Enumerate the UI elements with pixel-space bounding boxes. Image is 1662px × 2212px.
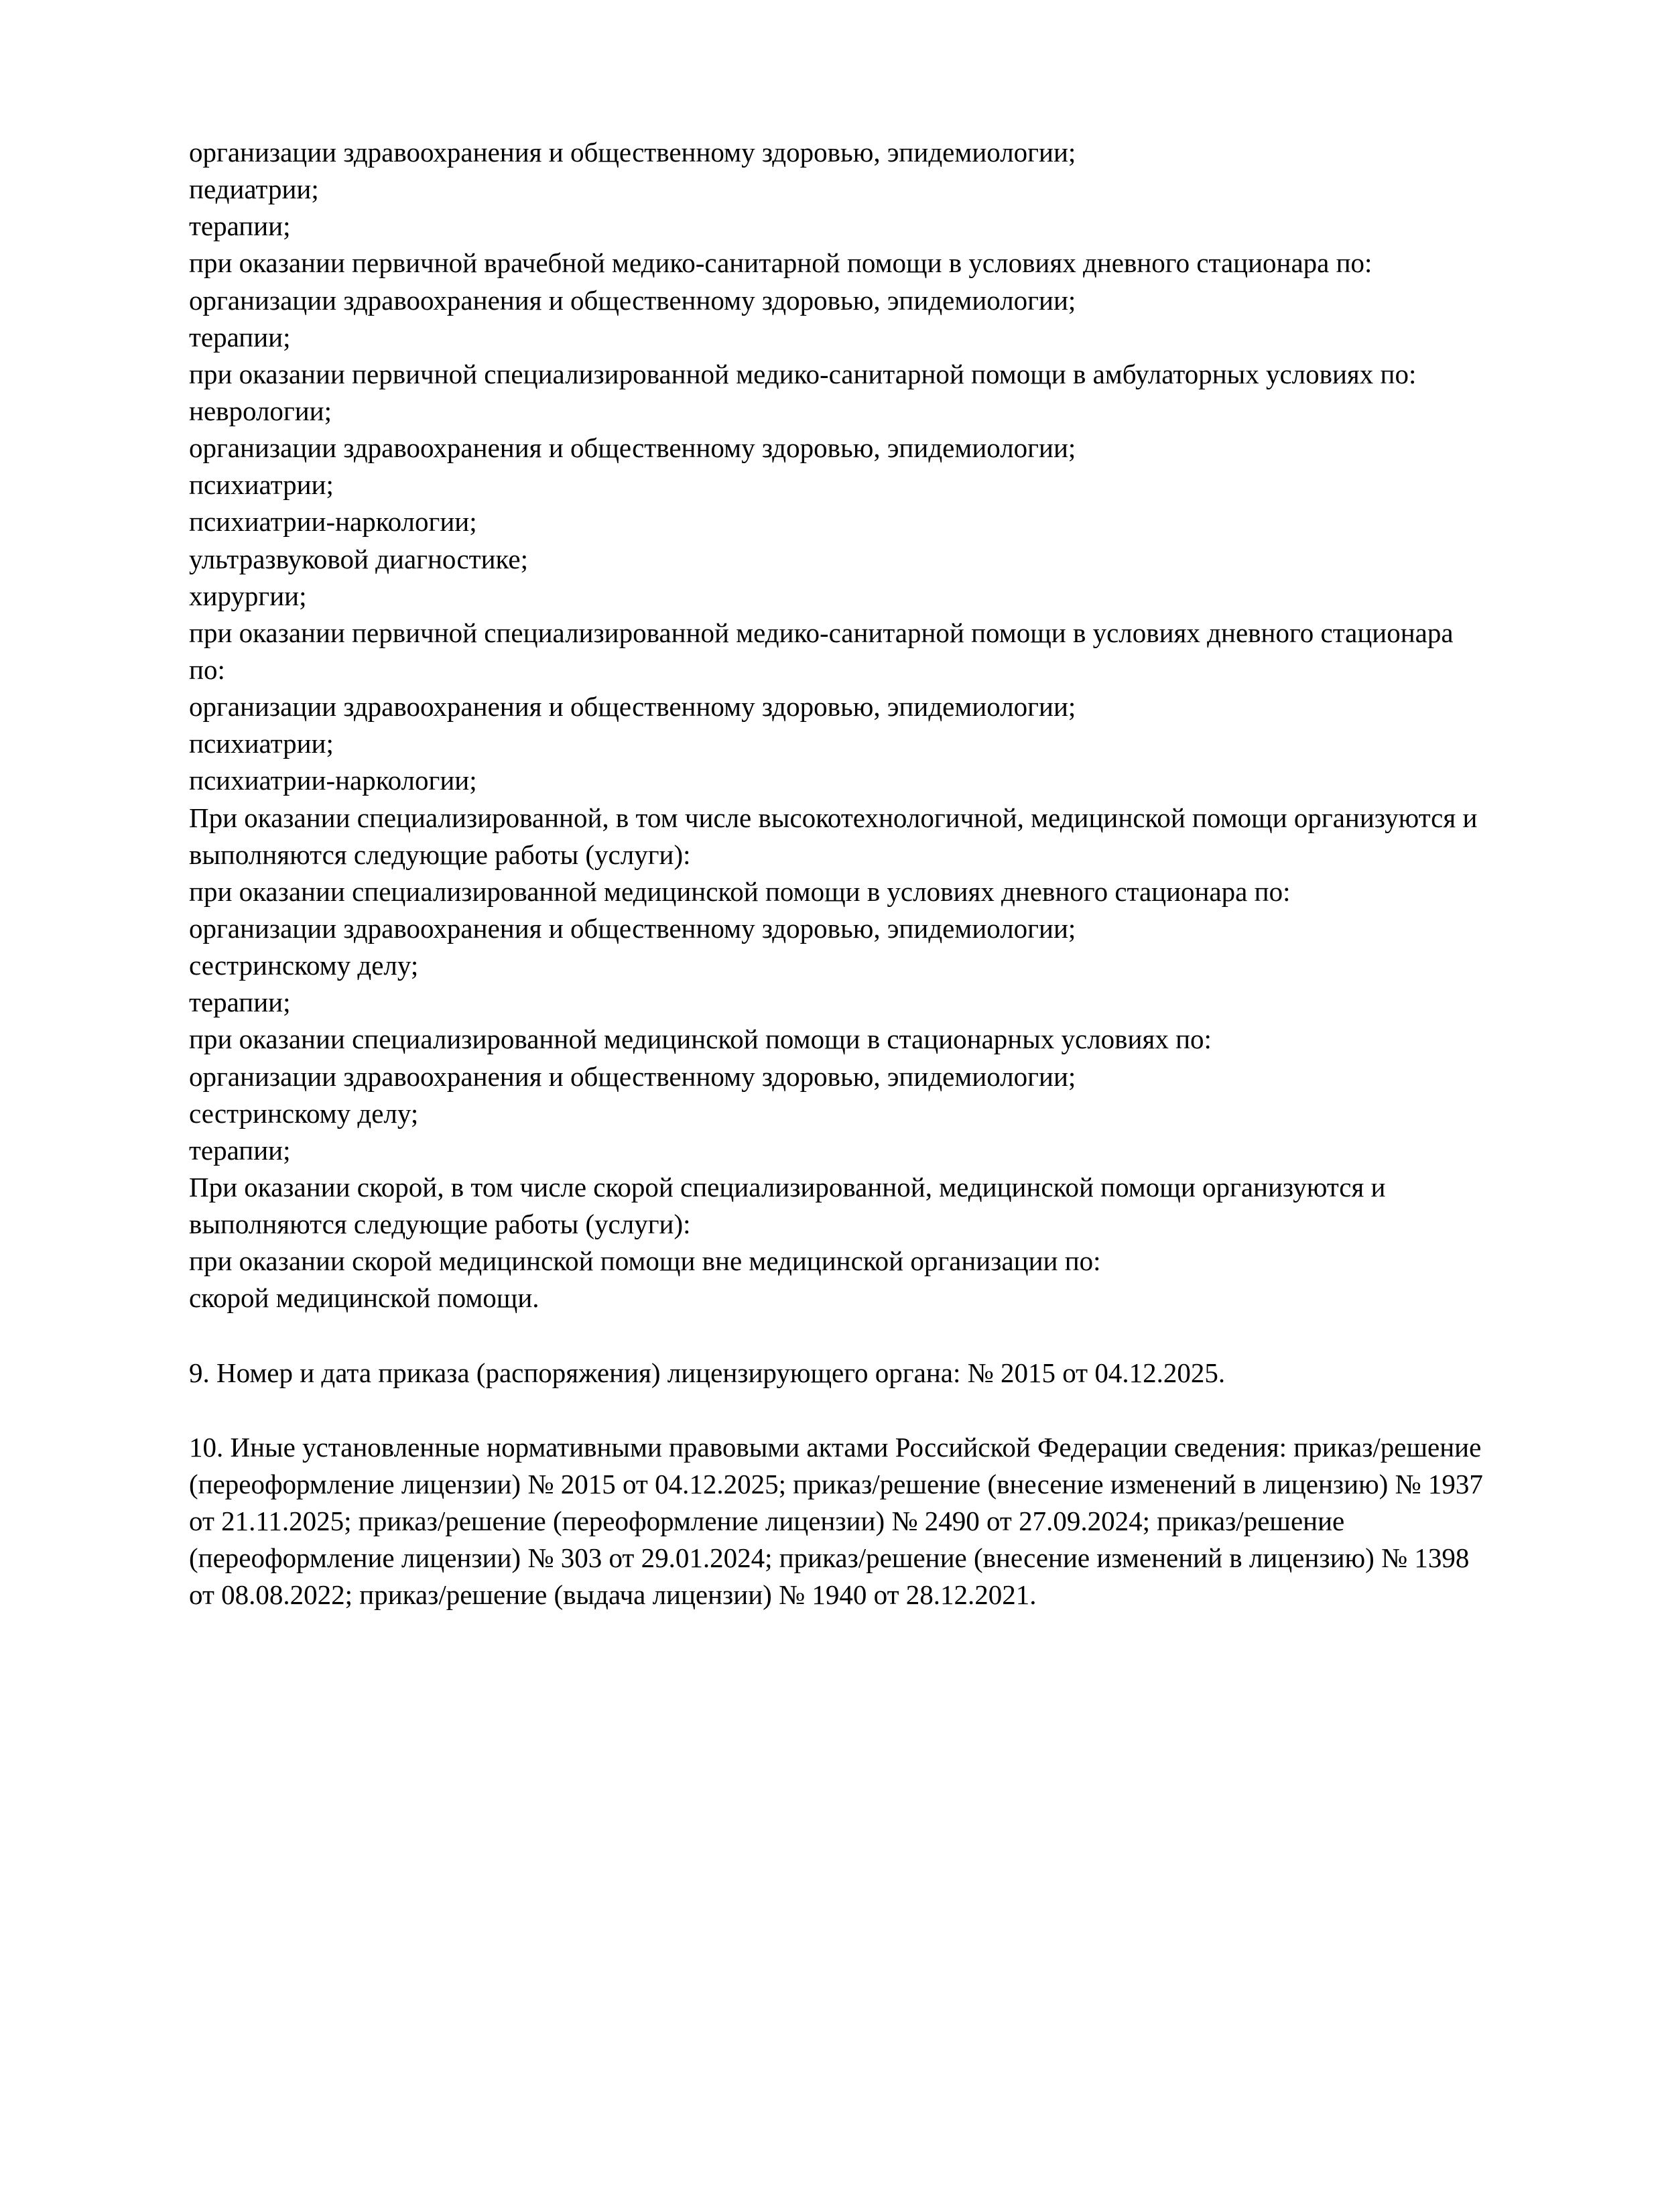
service-line: хирургии;	[189, 580, 307, 611]
service-line: сестринскому делу;	[189, 1097, 419, 1129]
service-line: при оказании первичной специализированной медико-санитарной помощи в условиях дневного стационара по:	[189, 617, 1460, 685]
service-line: терапии;	[189, 987, 291, 1018]
service-line: организации здравоохранения и общественному здоровью, эпидемиологии;	[189, 1060, 1076, 1092]
service-line: организации здравоохранения и общественному здоровью, эпидемиологии;	[189, 137, 1076, 168]
service-line: скорой медицинской помощи.	[189, 1282, 539, 1314]
service-line: организации здравоохранения и общественному здоровью, эпидемиологии;	[189, 912, 1076, 944]
service-line: организации здравоохранения и общественному здоровью, эпидемиологии;	[189, 691, 1076, 723]
service-line: терапии;	[189, 210, 291, 242]
service-line: при оказании скорой медицинской помощи вне медицинской организации по:	[189, 1245, 1101, 1277]
service-line: педиатрии;	[189, 174, 319, 205]
service-line: при оказании первичной врачебной медико-санитарной помощи в условиях дневного стационара по:	[189, 247, 1372, 279]
service-line: психиатрии;	[189, 728, 334, 759]
service-line: терапии;	[189, 321, 291, 353]
service-line: неврологии;	[189, 395, 332, 426]
service-line: при оказании первичной специализированной медико-санитарной помощи в амбулаторных условиях по:	[189, 358, 1417, 389]
service-line: При оказании скорой, в том числе скорой специализированной, медицинской помощи организуются и выполняются следующие работы (услуги):	[189, 1171, 1393, 1240]
spacer	[189, 1392, 1491, 1429]
service-line: сестринскому делу;	[189, 950, 419, 981]
service-line: организации здравоохранения и общественному здоровью, эпидемиологии;	[189, 284, 1076, 316]
document-body	[189, 134, 1491, 1613]
service-line: организации здравоохранения и общественному здоровью, эпидемиологии;	[189, 432, 1076, 464]
service-line: психиатрии-наркологии;	[189, 765, 477, 796]
paragraph-item-9: 9. Номер и дата приказа (распоряжения) лицензирующего органа: № 2015 от 04.12.2025.	[189, 1357, 1226, 1388]
services-section	[189, 134, 1491, 1317]
service-line: психиатрии;	[189, 469, 334, 501]
service-line: при оказании специализированной медицинской помощи в стационарных условиях по:	[189, 1024, 1212, 1055]
service-line: терапии;	[189, 1134, 291, 1166]
spacer	[189, 1317, 1491, 1355]
service-line: ультразвуковой диагностике;	[189, 543, 528, 574]
service-line: психиатрии-наркологии;	[189, 506, 477, 538]
paragraph-item-10: 10. Иные установленные нормативными правовыми актами Российской Федерации сведения: приказ/решение (переоформление лицензии) № 2015 от 04.12.2025; приказ/решение (внесение изменений в лицензию) № 1937 от 21.11.2025; приказ/решение (переоформление лицензии) № 2490 от 27.09.2024; приказ/решение (переоформление лицензии) № 303 от 29.01.2024; приказ/решение (внесение изменений в лицензию) № 1398 от 08.08.2022; приказ/решение (выдача лицензии) № 1940 от 28.12.2021.	[189, 1431, 1483, 1611]
service-line: при оказании специализированной медицинской помощи в условиях дневного стационара по:	[189, 875, 1291, 907]
service-line: При оказании специализированной, в том числе высокотехнологичной, медицинской помощи организуются и выполняются следующие работы (услуги):	[189, 802, 1484, 870]
